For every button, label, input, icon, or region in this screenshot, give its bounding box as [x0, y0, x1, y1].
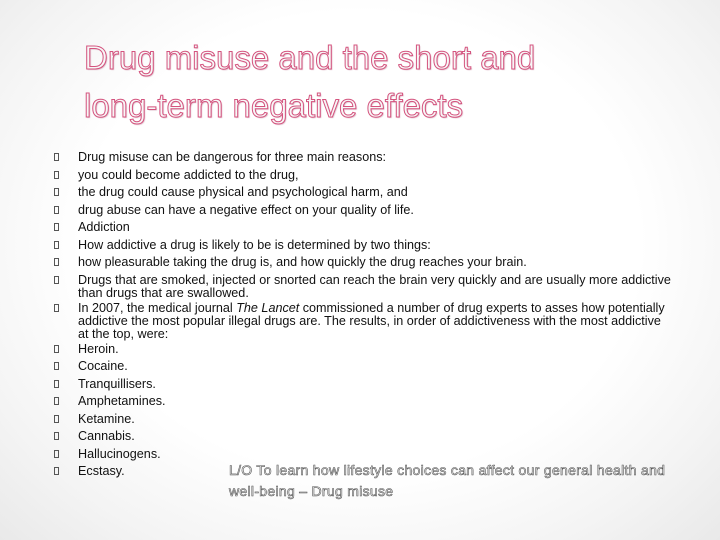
bullet-text: How addictive a drug is likely to be is determined by two things: [78, 237, 431, 252]
list-item [54, 448, 674, 461]
bullet-icon [54, 276, 59, 284]
learning-objective: L/O To learn how lifestyle choices can affect our general health and well-being – Drug misuse [229, 462, 666, 499]
title-line-1: Drug misuse and the short and [84, 39, 536, 76]
bullet-text: Heroin. [78, 341, 119, 356]
bullet-text: drug abuse can have a negative effect on your quality of life. [78, 202, 414, 217]
bullet-text: the drug could cause physical and psychological harm, and [78, 185, 408, 199]
bullet-icon [54, 415, 59, 423]
bullet-text: how pleasurable taking the drug is, and how quickly the drug reaches your brain. [78, 255, 527, 269]
bullet-text: Ketamine. [78, 411, 135, 426]
list-item [54, 221, 674, 234]
bullet-text: Drugs that are smoked, injected or snorted can reach the brain very quickly and are usually more addictive than drugs that are swallowed. [78, 272, 671, 300]
bullet-list [54, 151, 674, 483]
bullet-text: Hallucinogens. [78, 446, 161, 461]
bullet-icon [54, 345, 59, 353]
bullet-icon [54, 206, 59, 214]
bullet-icon [54, 467, 59, 475]
lancet-before: In 2007, the medical journal [78, 300, 237, 315]
bullet-text: Ecstasy. [78, 464, 125, 478]
list-item [54, 186, 674, 199]
bullet-text: Tranquillisers. [78, 376, 156, 391]
bullet-icon [54, 450, 59, 458]
list-item [54, 274, 674, 300]
list-item [54, 430, 674, 443]
title-line-2: long-term negative effects [84, 87, 464, 124]
bullet-icon [54, 304, 59, 312]
list-item [54, 256, 674, 269]
list-item [54, 343, 674, 356]
bullet-icon [54, 380, 59, 388]
bullet-text: Amphetamines. [78, 394, 166, 408]
bullet-text: Drug misuse can be dangerous for three main reasons: [78, 150, 387, 164]
bullet-icon [54, 188, 59, 196]
bullet-icon [54, 432, 59, 440]
bullet-text: Cannabis. [78, 429, 135, 443]
lancet-after: commissioned a number of drug experts to asses how potentially addictive the most popular illegal drugs are. The results, in order of addictiveness with the most addictive at the top, were: [78, 300, 665, 341]
bullet-text: Addiction [78, 220, 130, 234]
journal-name: The Lancet [236, 300, 300, 315]
list-item-lancet [54, 302, 674, 341]
list-item [54, 169, 674, 182]
list-item [54, 395, 674, 408]
bullet-icon [54, 362, 59, 370]
slide-title [84, 34, 644, 130]
bullet-icon [54, 153, 59, 161]
bullet-icon [54, 258, 59, 266]
bullet-icon [54, 241, 59, 249]
list-item [54, 378, 674, 391]
bullet-icon [54, 223, 59, 231]
list-item [54, 204, 674, 217]
list-item [54, 151, 674, 164]
list-item [54, 239, 674, 252]
bullet-text: you could become addicted to the drug, [78, 167, 299, 182]
bullet-icon [54, 171, 59, 179]
list-item [54, 360, 674, 373]
list-item [54, 413, 674, 426]
bullet-text: Cocaine. [78, 359, 128, 373]
bullet-icon [54, 397, 59, 405]
